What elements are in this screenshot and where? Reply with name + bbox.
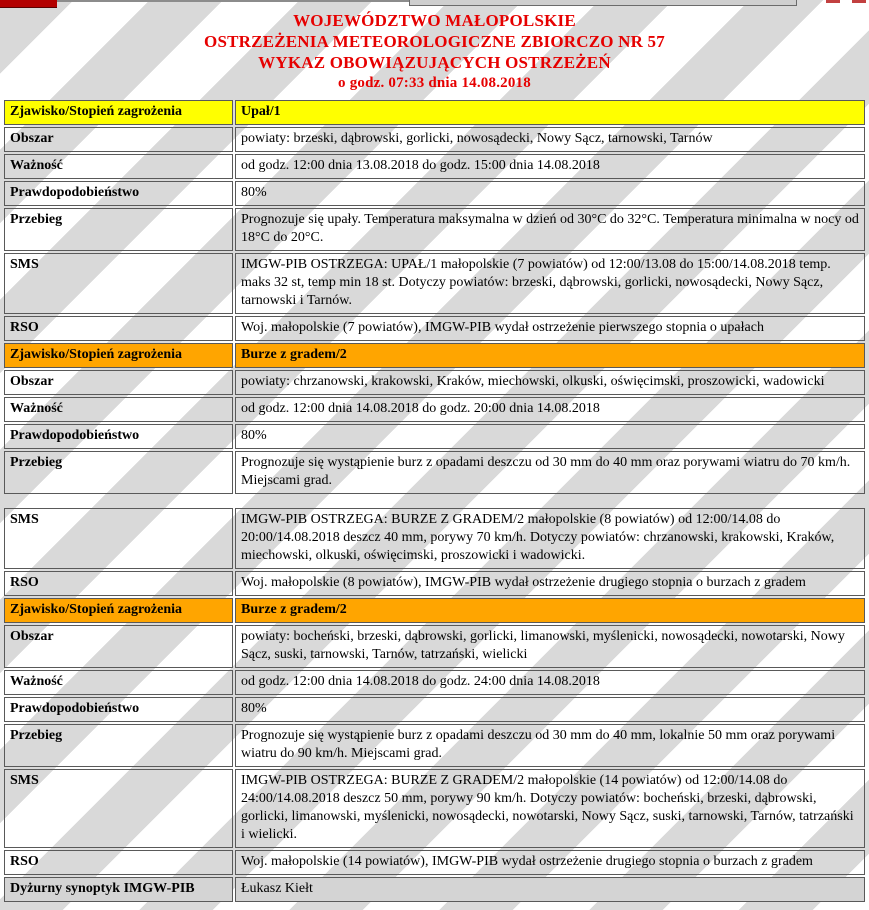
top-edge-red-mark-icon: [826, 0, 840, 3]
row-label-cell: Obszar: [4, 370, 233, 395]
warnings-table-body-1: [4, 100, 865, 494]
top-edge-line-artifact: [57, 0, 409, 2]
warnings-table-page-1: [2, 98, 867, 496]
table-row: [4, 424, 865, 449]
table-row: [4, 370, 865, 395]
row-label-cell: Prawdopodobieństwo: [4, 424, 233, 449]
warnings-table-body-2: [4, 508, 865, 902]
row-label-cell: RSO: [4, 571, 233, 596]
warning-section-header-row: [4, 343, 865, 368]
row-label-cell: RSO: [4, 850, 233, 875]
row-label-cell: Obszar: [4, 127, 233, 152]
table-row: [4, 451, 865, 494]
row-value-cell: powiaty: bocheński, brzeski, dąbrowski, gorlicki, limanowski, myślenicki, nowosądecki, nowotarski, Nowy Sącz, suski, tarnowski, Tarnów, tatrzański, wielicki: [235, 625, 865, 668]
warnings-table-page-2: [2, 506, 867, 904]
row-value-cell: Woj. małopolskie (7 powiatów), IMGW-PIB wydał ostrzeżenie pierwszego stopnia o upałach: [235, 316, 865, 341]
row-label-cell: SMS: [4, 769, 233, 848]
row-value-cell: Prognozuje się upały. Temperatura maksymalna w dzień od 30°C do 32°C. Temperatura minimalna w nocy od 18°C do 20°C.: [235, 208, 865, 251]
table-row: [4, 208, 865, 251]
row-label-cell: Przebieg: [4, 724, 233, 767]
row-value-cell: powiaty: brzeski, dąbrowski, gorlicki, nowosądecki, Nowy Sącz, tarnowski, Tarnów: [235, 127, 865, 152]
row-value-cell: od godz. 12:00 dnia 14.08.2018 do godz. 24:00 dnia 14.08.2018: [235, 670, 865, 695]
table-row: [4, 154, 865, 179]
synoptic-footer-row: [4, 877, 865, 902]
table-row: [4, 397, 865, 422]
row-value-cell: 80%: [235, 181, 865, 206]
row-value-cell: od godz. 12:00 dnia 13.08.2018 do godz. 15:00 dnia 14.08.2018: [235, 154, 865, 179]
table-row: [4, 724, 865, 767]
table-row: [4, 181, 865, 206]
row-value-cell: od godz. 12:00 dnia 14.08.2018 do godz. 20:00 dnia 14.08.2018: [235, 397, 865, 422]
header-subtitle: WYKAZ OBOWIĄZUJĄCYCH OSTRZEŻEŃ: [258, 53, 611, 72]
row-label-cell: Ważność: [4, 670, 233, 695]
row-value-cell: IMGW-PIB OSTRZEGA: BURZE Z GRADEM/2 małopolskie (8 powiatów) od 12:00/14.08 do 20:00/14.08.2018 deszcz 40 mm, porywy 70 km/h. Dotyczy powiatów: chrzanowski, krakowski, Kraków, miechowski, olkuski, oświęcimski, proszowicki i wadowicki.: [235, 508, 865, 569]
top-edge-band-artifact: [409, 0, 797, 6]
table-row: [4, 670, 865, 695]
row-label-cell: Dyżurny synoptyk IMGW-PIB: [4, 877, 233, 902]
row-label-cell: SMS: [4, 508, 233, 569]
table-row: [4, 127, 865, 152]
row-value-cell: Prognozuje się wystąpienie burz z opadami deszczu od 30 mm do 40 mm oraz porywami wiatru do 70 km/h. Miejscami grad.: [235, 451, 865, 494]
document-header: [0, 0, 869, 94]
table-row: [4, 625, 865, 668]
row-value-cell: IMGW-PIB OSTRZEGA: BURZE Z GRADEM/2 małopolskie (14 powiatów) od 12:00/14.08 do 24:00/14.08.2018 deszcz 50 mm, porywy 90 km/h. Dotyczy powiatów: bocheński, brzeski, dąbrowski, gorlicki, limanowski, myślenicki, nowosądecki, nowotarski, Nowy Sącz, suski, tarnowski, Tarnów, tatrzański i wielicki.: [235, 769, 865, 848]
row-value-cell: 80%: [235, 697, 865, 722]
row-label-cell: Obszar: [4, 625, 233, 668]
header-bulletin-title: OSTRZEŻENIA METEOROLOGICZNE ZBIORCZO NR 57: [204, 32, 665, 51]
table-row: [4, 850, 865, 875]
table-row: [4, 508, 865, 569]
row-label-cell: Prawdopodobieństwo: [4, 181, 233, 206]
row-label-cell: SMS: [4, 253, 233, 314]
row-value-cell: Łukasz Kiełt: [235, 877, 865, 902]
row-value-cell: Burze z gradem/2: [235, 343, 865, 368]
row-value-cell: powiaty: chrzanowski, krakowski, Kraków, miechowski, olkuski, oświęcimski, proszowicki, wadowicki: [235, 370, 865, 395]
row-label-cell: Przebieg: [4, 451, 233, 494]
row-value-cell: Woj. małopolskie (14 powiatów), IMGW-PIB wydał ostrzeżenie drugiego stopnia o burzach z gradem: [235, 850, 865, 875]
table-row: [4, 316, 865, 341]
warning-section-header-row: [4, 598, 865, 623]
header-issue-time: o godz. 07:33 dnia 14.08.2018: [338, 75, 531, 91]
row-label-cell: Zjawisko/Stopień zagrożenia: [4, 100, 233, 125]
row-value-cell: Upał/1: [235, 100, 865, 125]
row-label-cell: Ważność: [4, 154, 233, 179]
top-edge-red-mark-icon: [852, 0, 866, 3]
table-row: [4, 571, 865, 596]
table-row: [4, 769, 865, 848]
table-row: [4, 253, 865, 314]
row-label-cell: Zjawisko/Stopień zagrożenia: [4, 598, 233, 623]
row-value-cell: Burze z gradem/2: [235, 598, 865, 623]
warning-section-header-row: [4, 100, 865, 125]
header-voivodeship: WOJEWÓDZTWO MAŁOPOLSKIE: [293, 11, 576, 30]
row-value-cell: 80%: [235, 424, 865, 449]
row-label-cell: Prawdopodobieństwo: [4, 697, 233, 722]
table-row: [4, 697, 865, 722]
row-value-cell: Prognozuje się wystąpienie burz z opadami deszczu od 30 mm do 40 mm, lokalnie 50 mm oraz porywami wiatru do 90 km/h. Miejscami grad.: [235, 724, 865, 767]
row-label-cell: RSO: [4, 316, 233, 341]
row-label-cell: Zjawisko/Stopień zagrożenia: [4, 343, 233, 368]
row-value-cell: IMGW-PIB OSTRZEGA: UPAŁ/1 małopolskie (7 powiatów) od 12:00/13.08 do 15:00/14.08.2018 temp. maks 32 st, temp min 18 st. Dotyczy powiatów: brzeski, dąbrowski, gorlicki, nowosądecki, Nowy Sącz, tarnowski i Tarnów.: [235, 253, 865, 314]
row-label-cell: Przebieg: [4, 208, 233, 251]
top-edge-red-artifact: [0, 0, 57, 8]
row-value-cell: Woj. małopolskie (8 powiatów), IMGW-PIB wydał ostrzeżenie drugiego stopnia o burzach z gradem: [235, 571, 865, 596]
row-label-cell: Ważność: [4, 397, 233, 422]
